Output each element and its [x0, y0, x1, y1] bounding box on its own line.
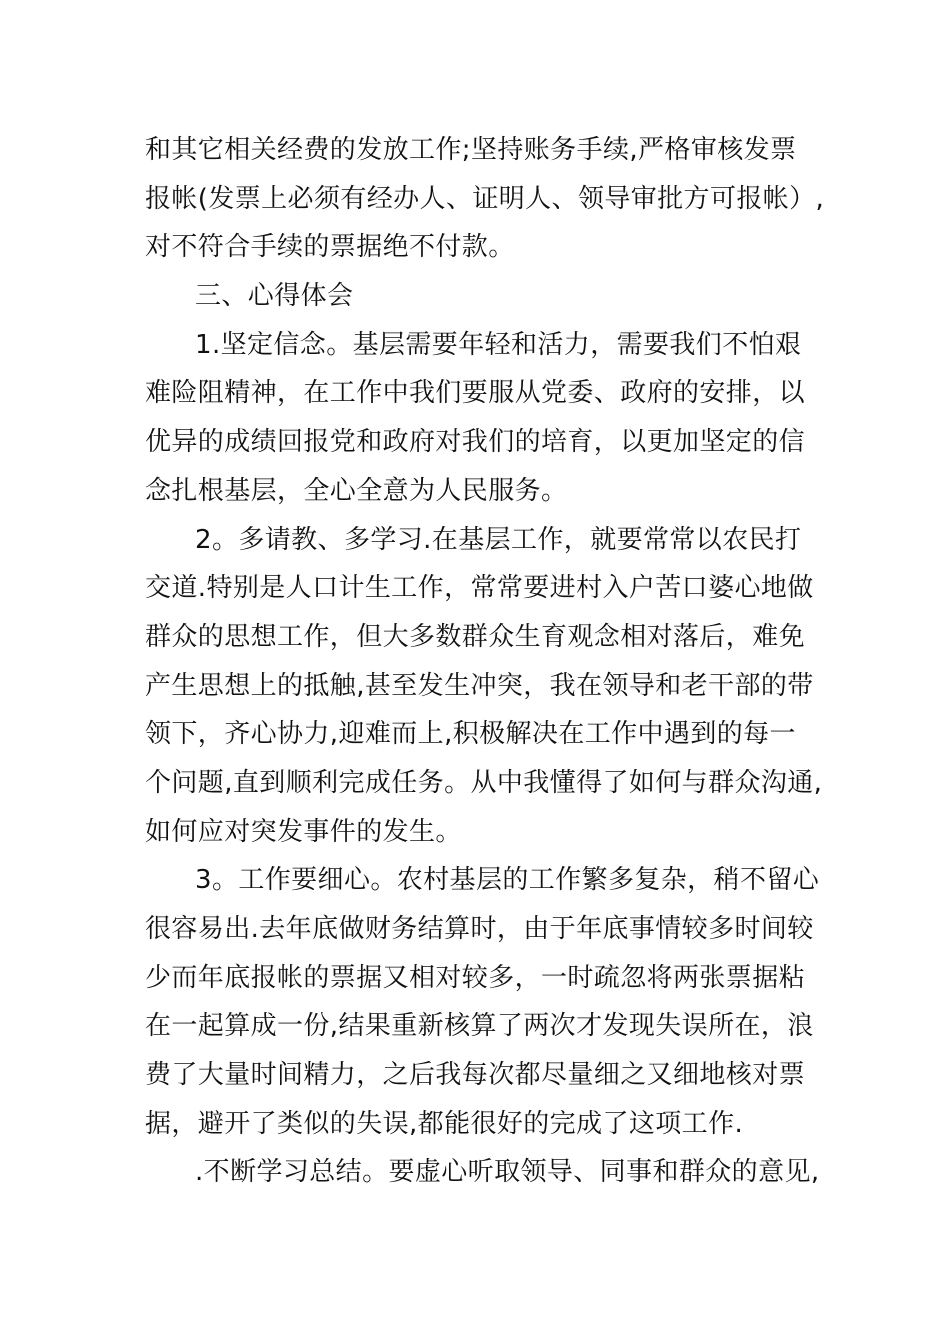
text-line: 领下，齐心协力,迎难而上,积极解决在工作中遇到的每一	[145, 719, 796, 750]
text-line: 很容易出.去年底做财务结算时，由于年底事情较多时间较	[145, 914, 814, 944]
text-line: 1.坚定信念。基层需要年轻和活力，需要我们不怕艰	[195, 329, 802, 360]
text-line: 据，避开了类似的失误,都能很好的完成了这项工作.	[145, 1108, 744, 1139]
text-line: 产生思想上的抵触,甚至发生冲突，我在领导和老干部的带	[145, 670, 814, 701]
text-line: 优异的成绩回报党和政府对我们的培育，以更加坚定的信	[145, 427, 806, 458]
text-line: 三、心得体会	[195, 281, 354, 312]
text-line: 对不符合手续的票据绝不付款。	[145, 232, 515, 263]
text-line: 难险阻精神，在工作中我们要服从党委、政府的安排，以	[145, 378, 806, 409]
text-line: .不断学习总结。要虚心听取领导、同事和群众的意见,	[195, 1157, 820, 1188]
text-line: 3。工作要细心。农村基层的工作繁多复杂，稍不留心	[195, 865, 820, 896]
text-line: 如何应对突发事件的发生。	[145, 816, 462, 847]
text-line: 少而年底报帐的票据又相对较多，一时疏忽将两张票据粘	[145, 962, 806, 993]
text-line: 在一起算成一份,结果重新核算了两次才发现失误所在，浪	[145, 1011, 814, 1042]
text-line: 群众的思想工作，但大多数群众生育观念相对落后，难免	[145, 621, 806, 652]
text-line: 费了大量时间精力，之后我每次都尽量细之又细地核对票	[145, 1060, 806, 1091]
text-line: 念扎根基层，全心全意为人民服务。	[145, 475, 568, 506]
document-body	[145, 126, 825, 1197]
text-line: 报帐(发票上必须有经办人、证明人、领导审批方可报帐）,	[145, 183, 825, 214]
text-line: 和其它相关经费的发放工作;坚持账务手续,严格审核发票	[145, 135, 797, 165]
text-line: 2。多请教、多学习.在基层工作，就要常常以农民打	[195, 524, 802, 555]
text-line: 个问题,直到顺利完成任务。从中我懂得了如何与群众沟通,	[145, 767, 823, 798]
text-line: 交道.特别是人口计生工作，常常要进村入户苦口婆心地做	[145, 573, 814, 604]
